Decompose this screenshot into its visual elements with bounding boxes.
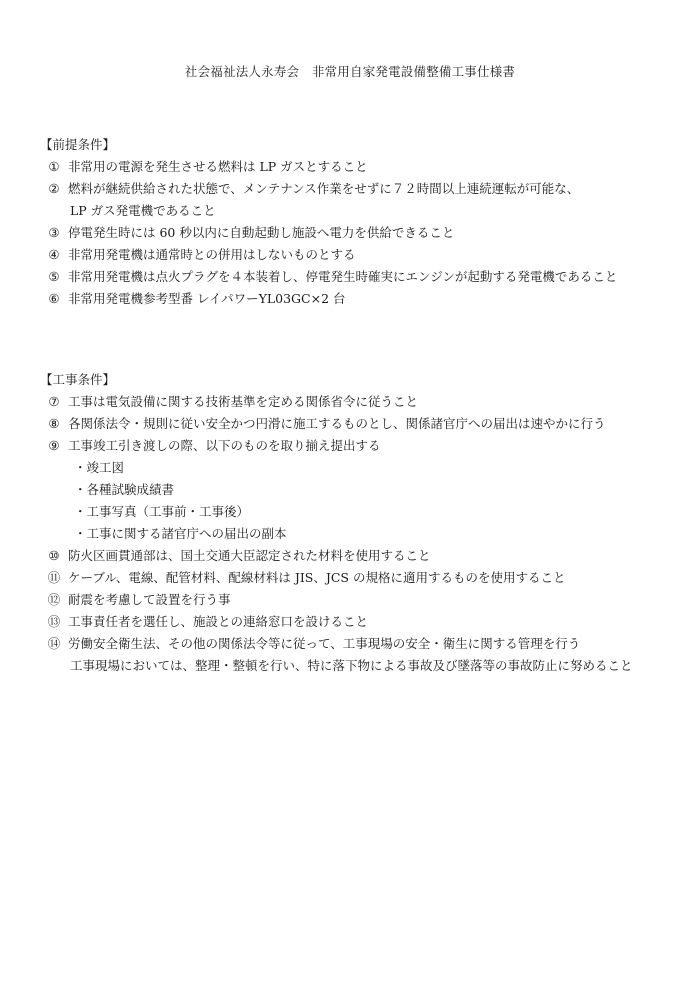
sub-item: ・工事に関する諸官庁への届出の副本 xyxy=(74,526,287,541)
item-number: ② xyxy=(48,181,60,196)
item-text: 防火区画貫通部は、国土交通大臣認定された材料を使用すること xyxy=(68,548,431,563)
item-number: ⑤ xyxy=(48,269,60,284)
item-number: ③ xyxy=(48,225,60,240)
item-text: 非常用発電機は点火プラグを４本装着し、停電発生時確実にエンジンが起動する発電機であること xyxy=(68,269,618,284)
item-number: ④ xyxy=(48,247,60,262)
item-number: ① xyxy=(48,159,60,174)
item-text: 耐震を考慮して設置を行う事 xyxy=(68,592,231,607)
list-item xyxy=(40,413,680,435)
item-text: 工事竣工引き渡しの際、以下のものを取り揃え提出する xyxy=(68,438,381,453)
sub-item: ・工事写真（工事前・工事後） xyxy=(74,504,250,519)
item-number: ⑨ xyxy=(48,438,60,453)
list-item xyxy=(40,266,680,288)
item-number: ⑩ xyxy=(48,548,60,563)
item-text: 非常用発電機は通常時との併用はしないものとする xyxy=(68,247,356,262)
item-number: ⑪ xyxy=(47,570,61,585)
list-item xyxy=(40,633,680,655)
premises-section xyxy=(40,134,680,310)
item-continuation: 工事現場においては、整理・整頓を行い、特に落下物による事故及び墜落等の事故防止に努めること xyxy=(70,658,633,673)
page-title: 社会福祉法人永寿会 非常用自家発電設備整備工事仕様書 xyxy=(184,64,516,79)
item-number: ⑧ xyxy=(48,416,60,431)
item-text: 工事は電気設備に関する技術基準を定める関係省令に従うこと xyxy=(68,394,419,409)
list-item xyxy=(40,178,680,200)
item-number: ⑫ xyxy=(47,592,61,607)
list-item xyxy=(40,156,680,178)
item-number: ⑬ xyxy=(47,614,61,629)
premises-heading: 【前提条件】 xyxy=(40,137,116,152)
item-text: 工事責任者を選任し、施設との連絡窓口を設けること xyxy=(68,614,369,629)
item-number: ⑥ xyxy=(48,291,60,306)
list-item xyxy=(40,567,680,589)
list-item xyxy=(40,435,680,457)
list-item xyxy=(40,545,680,567)
item-number: ⑦ xyxy=(48,394,60,409)
list-item xyxy=(40,288,680,310)
item-continuation: LP ガス発電機であること xyxy=(70,203,216,218)
item-text: 停電発生時には 60 秒以内に自動起動し施設へ電力を供給できること xyxy=(68,225,455,240)
item-text: 燃料が継続供給された状態で、メンテナンス作業をせずに７２時間以上連続運転が可能な、 xyxy=(68,181,580,196)
works-heading: 【工事条件】 xyxy=(40,372,116,387)
item-number: ⑭ xyxy=(47,636,61,651)
list-item xyxy=(40,244,680,266)
item-text: 非常用発電機参考型番 レイパワーYL03GC×2 台 xyxy=(68,291,346,306)
sub-item: ・各種試験成績書 xyxy=(74,482,175,497)
item-text: 労働安全衛生法、その他の関係法令等に従って、工事現場の安全・衛生に関する管理を行う xyxy=(68,636,581,651)
item-text: 非常用の電源を発生させる燃料は LP ガスとすること xyxy=(68,159,368,174)
list-item xyxy=(40,611,680,633)
list-item xyxy=(40,391,680,413)
sub-item: ・竣工図 xyxy=(74,460,125,475)
works-section xyxy=(40,369,680,677)
list-item xyxy=(40,589,680,611)
item-text: ケーブル、電線、配管材料、配線材料は JIS、JCS の規格に適用するものを使用すること xyxy=(68,570,566,585)
item-text: 各関係法令・規則に従い安全かつ円滑に施工するものとし、関係諸官庁への届出は速やかに行う xyxy=(68,416,606,431)
list-item xyxy=(40,222,680,244)
